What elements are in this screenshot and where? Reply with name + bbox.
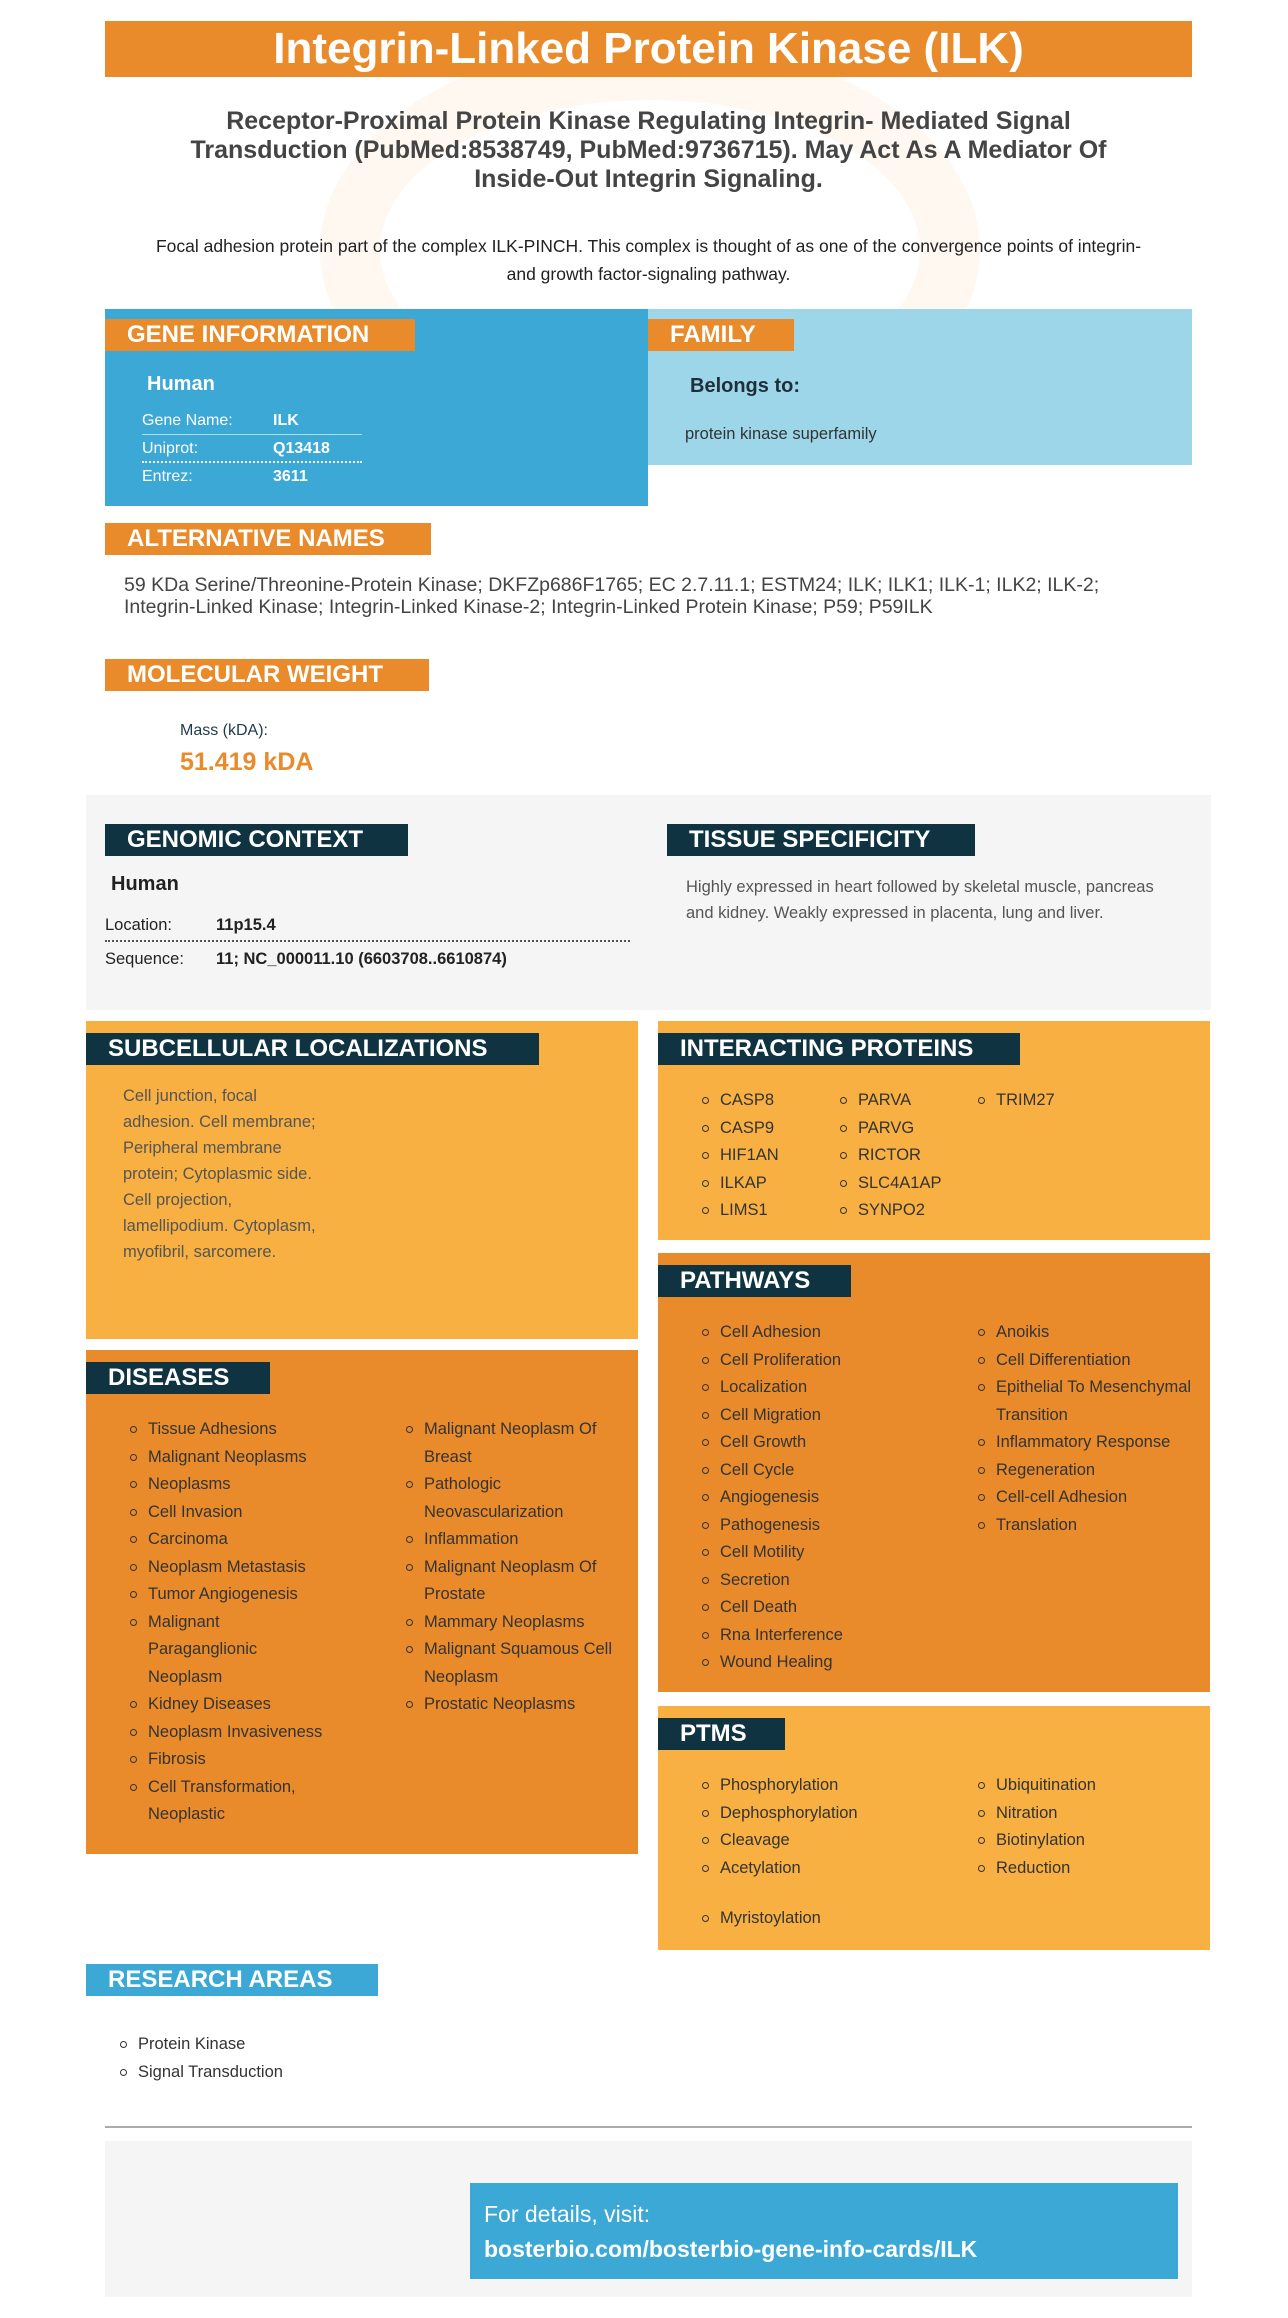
ptms-col2 — [976, 1772, 1096, 1882]
list-item: SLC4A1AP — [838, 1170, 941, 1198]
list-item: Angiogenesis — [700, 1484, 960, 1512]
family-panel — [648, 309, 1192, 465]
list-item: Neoplasms — [128, 1471, 328, 1499]
sequence-label: Sequence: — [105, 950, 184, 968]
list-item: Cell Migration — [700, 1402, 960, 1430]
interacting-proteins-panel — [658, 1021, 1210, 1240]
details-link-box[interactable] — [470, 2183, 1178, 2279]
entrez-value: 3611 — [273, 468, 308, 485]
entrez-label: Entrez: — [142, 468, 193, 485]
diseases-col2 — [404, 1416, 614, 1719]
ptms-col1 — [700, 1772, 858, 1882]
tissue-specificity-text: Highly expressed in heart followed by skeletal muscle, pancreas and kidney. Weakly expressed in placenta, lung and liver. — [686, 878, 1154, 922]
list-item: Cell Motility — [700, 1539, 960, 1567]
list-item: Carcinoma — [128, 1526, 328, 1554]
list-item: Tissue Adhesions — [128, 1416, 328, 1444]
subcellular-text: Cell junction, focal adhesion. Cell membrane; Peripheral membrane protein; Cytoplasmic side. Cell projection, lamellipodium. Cytoplasm, myofibril, sarcomere. — [123, 1087, 316, 1261]
interacting-proteins-heading: INTERACTING PROTEINS — [658, 1033, 1020, 1065]
diseases-heading: DISEASES — [86, 1362, 270, 1394]
pathways-panel — [658, 1253, 1210, 1692]
research-areas-list — [118, 2031, 283, 2086]
list-item: Cell Proliferation — [700, 1347, 960, 1375]
list-item: Mammary Neoplasms — [404, 1609, 614, 1637]
list-item: Ubiquitination — [976, 1772, 1096, 1800]
list-item: Signal Transduction — [118, 2059, 283, 2087]
location-label: Location: — [105, 916, 172, 934]
subcellular-heading: SUBCELLULAR LOCALIZATIONS — [86, 1033, 539, 1065]
list-item: Fibrosis — [128, 1746, 328, 1774]
gene-information-panel — [105, 309, 648, 506]
page-title: Integrin-Linked Protein Kinase (ILK) — [105, 21, 1192, 77]
list-item: Regeneration — [976, 1457, 1201, 1485]
genomic-context-heading: GENOMIC CONTEXT — [105, 824, 408, 856]
diseases-panel — [86, 1350, 638, 1854]
gene-name-row — [142, 407, 362, 435]
list-item: Myristoylation — [700, 1905, 821, 1933]
list-item: Nitration — [976, 1800, 1096, 1828]
list-item: Secretion — [700, 1567, 960, 1595]
list-item: PARVG — [838, 1115, 941, 1143]
protein-function-subtitle: Receptor-Proximal Protein Kinase Regulating Integrin- Mediated Signal Transduction (PubMed:8538749, PubMed:9736715). May Act As A Mediator Of Inside-Out Integrin Signaling. — [190, 107, 1107, 193]
list-item: Cell Death — [700, 1594, 960, 1622]
list-item: PARVA — [838, 1087, 941, 1115]
ptms-heading: PTMS — [658, 1718, 785, 1750]
details-label: For details, visit: — [484, 2201, 651, 2227]
family-value: protein kinase superfamily — [685, 425, 877, 443]
list-item: Cell Growth — [700, 1429, 960, 1457]
interacting-proteins-col3 — [976, 1087, 1055, 1115]
uniprot-value: Q13418 — [273, 440, 330, 457]
footer-divider — [105, 2126, 1192, 2128]
list-item: Wound Healing — [700, 1649, 960, 1677]
gene-information-heading: GENE INFORMATION — [105, 319, 415, 351]
list-item: Localization — [700, 1374, 960, 1402]
list-item: Reduction — [976, 1855, 1096, 1883]
list-item: Malignant Neoplasms — [128, 1444, 328, 1472]
list-item: Protein Kinase — [118, 2031, 283, 2059]
list-item: Pathologic Neovascularization — [404, 1471, 614, 1526]
list-item: Acetylation — [700, 1855, 858, 1883]
gene-name-value: ILK — [273, 412, 299, 429]
list-item: Malignant Paraganglionic Neoplasm — [128, 1609, 268, 1692]
list-item: Malignant Neoplasm Of Breast — [404, 1416, 614, 1471]
pathways-heading: PATHWAYS — [658, 1265, 851, 1297]
list-item: RICTOR — [838, 1142, 941, 1170]
list-item: Cleavage — [700, 1827, 858, 1855]
details-url-link[interactable]: bosterbio.com/bosterbio-gene-info-cards/ILK — [484, 2236, 978, 2262]
gene-species: Human — [147, 373, 215, 395]
belongs-to-label: Belongs to: — [690, 375, 800, 397]
list-item: HIF1AN — [700, 1142, 779, 1170]
list-item: Malignant Squamous Cell Neoplasm — [404, 1636, 614, 1691]
list-item: LIMS1 — [700, 1197, 779, 1225]
list-item: CASP9 — [700, 1115, 779, 1143]
family-heading: FAMILY — [648, 319, 794, 351]
list-item: ILKAP — [700, 1170, 779, 1198]
sequence-row — [105, 942, 630, 976]
diseases-col1 — [128, 1416, 328, 1829]
list-item: Phosphorylation — [700, 1772, 858, 1800]
protein-description: Focal adhesion protein part of the complex ILK-PINCH. This complex is thought of as one of the convergence points of integrin- and growth factor-signaling pathway. — [155, 236, 1142, 284]
list-item: Cell-cell Adhesion — [976, 1484, 1201, 1512]
list-item: Pathogenesis — [700, 1512, 960, 1540]
list-item: Prostatic Neoplasms — [404, 1691, 614, 1719]
list-item: Neoplasm Metastasis — [128, 1554, 328, 1582]
interacting-proteins-col1 — [700, 1087, 779, 1225]
genomic-species: Human — [111, 873, 179, 895]
list-item: Inflammatory Response — [976, 1429, 1201, 1457]
list-item: Epithelial To Mesenchymal Transition — [976, 1374, 1201, 1429]
gene-name-label: Gene Name: — [142, 412, 233, 429]
list-item: TRIM27 — [976, 1087, 1055, 1115]
list-item: Inflammation — [404, 1526, 614, 1554]
list-item: Rna Interference — [700, 1622, 960, 1650]
list-item: Tumor Angiogenesis — [128, 1581, 328, 1609]
list-item: Cell Differentiation — [976, 1347, 1201, 1375]
interacting-proteins-col2 — [838, 1087, 941, 1225]
list-item: Kidney Diseases — [128, 1691, 328, 1719]
list-item: CASP8 — [700, 1087, 779, 1115]
list-item: Dephosphorylation — [700, 1800, 858, 1828]
alternative-names-heading: ALTERNATIVE NAMES — [105, 523, 431, 555]
tissue-specificity-heading: TISSUE SPECIFICITY — [667, 824, 975, 856]
list-item: Malignant Neoplasm Of Prostate — [404, 1554, 614, 1609]
list-item: Cell Transformation, Neoplastic — [128, 1774, 328, 1829]
genomic-context-table — [105, 908, 630, 976]
uniprot-label: Uniprot: — [142, 440, 199, 457]
sequence-value: 11; NC_000011.10 (6603708..6610874) — [216, 950, 507, 968]
list-item: Biotinylation — [976, 1827, 1096, 1855]
location-value: 11p15.4 — [216, 916, 276, 934]
molecular-weight-heading: MOLECULAR WEIGHT — [105, 659, 429, 691]
list-item: Anoikis — [976, 1319, 1201, 1347]
list-item: Cell Cycle — [700, 1457, 960, 1485]
list-item: SYNPO2 — [838, 1197, 941, 1225]
ptms-panel — [658, 1706, 1210, 1950]
research-areas-heading: RESEARCH AREAS — [86, 1964, 378, 1996]
pathways-col2 — [976, 1319, 1201, 1539]
mass-label: Mass (kDA): — [180, 722, 268, 739]
alternative-names-text: 59 KDa Serine/Threonine-Protein Kinase; DKFZp686F1765; EC 2.7.11.1; ESTM24; ILK; ILK1; ILK-1; ILK2; ILK-2; Integrin-Linked Kinase; Integrin-Linked Kinase-2; Integrin-Linked Protein Kinase; P59; P59ILK — [124, 574, 1100, 618]
gene-info-table — [142, 407, 362, 491]
list-item: Translation — [976, 1512, 1201, 1540]
location-row — [105, 908, 630, 942]
uniprot-row — [142, 435, 362, 463]
pathways-col1 — [700, 1319, 960, 1677]
mass-value: 51.419 kDA — [180, 748, 314, 776]
list-item: Cell Invasion — [128, 1499, 328, 1527]
list-item: Cell Adhesion — [700, 1319, 960, 1347]
entrez-row — [142, 463, 362, 491]
ptms-extra — [700, 1905, 821, 1933]
subcellular-panel — [86, 1021, 638, 1339]
list-item: Neoplasm Invasiveness — [128, 1719, 328, 1747]
